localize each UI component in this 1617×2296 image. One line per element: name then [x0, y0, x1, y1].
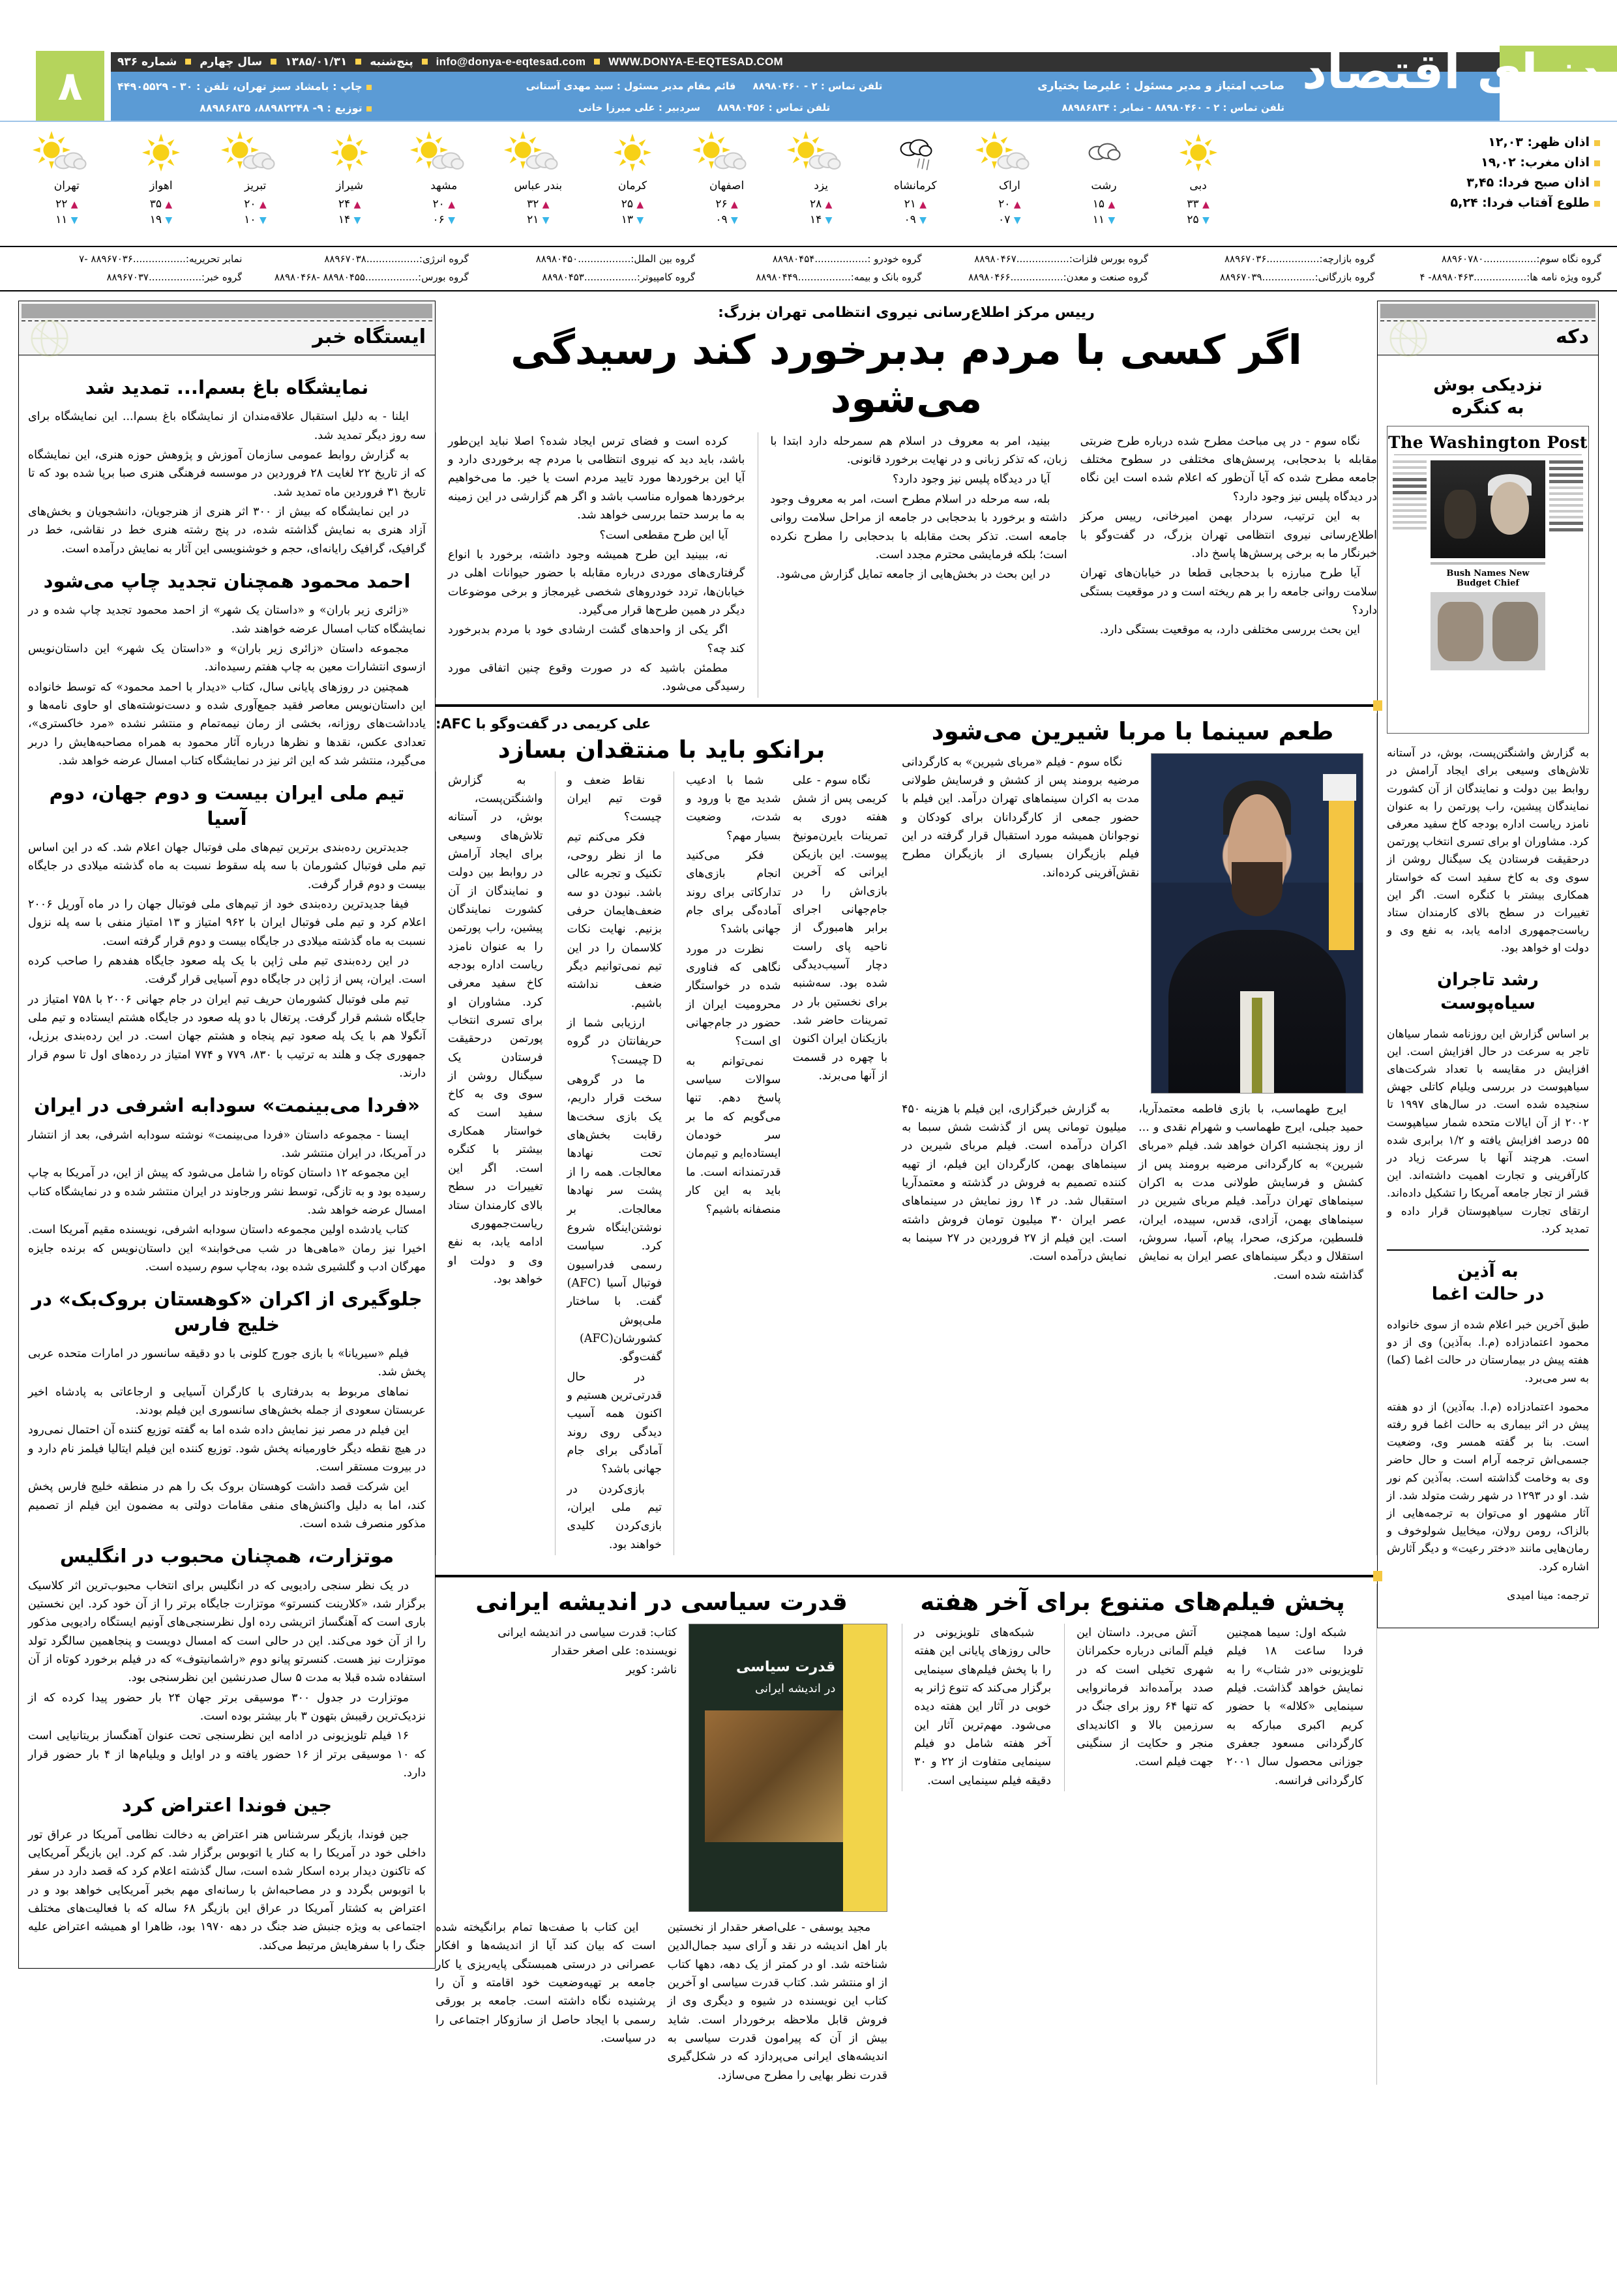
cover-title: قدرت سیاسی [736, 1658, 836, 1675]
dot-leader: ................. [578, 253, 631, 265]
news-item-body: ایلنا - به دلیل استقبال علاقه‌مندان از نمایشگاه باغ بسم‌ا... این نمایشگاه برای سه روز دیگر تمدید شد. به گزارش روابط عمومی سازمان آموزش و پژوهش حوزه هنری، این نمایشگاه که از تاریخ ۲۲ لغایت ۲۸ فروردین در موسسه فرهنگی هنری صبا برپا شده بود که تا تاریخ ۳۱ فروردین ماه تمدید شد. در این نمایشگاه که بیش از ۳۰۰ اثر هنری از هنرجویان، دانشجویان و بخش‌های آزاد هنری به نمایش گذاشته شده، در پنج رشته هنری خط در نقاشی، خط در گرافیک، گرافیک رایانه‌ای، حجم و خوشنویسی این آثار به نمایش درآمده است. [28, 410, 426, 556]
weather-city-name: دبی [1189, 179, 1207, 192]
weather-low: ▼ ۰۹ [904, 213, 927, 226]
phone-number[interactable]: ۸۸۹۶۷۰۳۶ -۷ [79, 253, 133, 265]
dot-leader: ................. [797, 271, 851, 283]
section-rule-2 [436, 1575, 1377, 1577]
bottom-left-headline: قدرت سیاسی در اندیشه ایرانی [475, 1588, 848, 1617]
middle-block [436, 713, 1377, 1555]
weather-low: ▼ ۱۹ [149, 213, 173, 226]
weather-city [303, 127, 397, 226]
book-title: کتاب: قدرت سیاسی در اندیشه ایرانی [497, 1626, 677, 1640]
article-column [793, 771, 888, 1555]
arrow-up-icon: ▲ [165, 200, 173, 210]
phone-entry [922, 253, 1148, 265]
weather-city [396, 127, 491, 226]
mid-right-headline: طعم سینما با مربا شیرین می‌شود [931, 717, 1334, 745]
bottom-mid-headline: پخش فیلم‌های متنوع برای آخر هفته [920, 1588, 1345, 1617]
phone-number[interactable]: ۸۸۹۸۰۴۶۶ [968, 271, 1011, 283]
arrow-down-icon: ▼ [259, 215, 267, 226]
article-text: شبکه اول: سیما همچنین فردا ساعت ۱۸ فیلم تلویزیونی «در شتاب» را به نمایش خواهد گذاشت. فیلم سینمایی «کلاله» با حضور کریم اکبری مبارکه به کارگردانی مسعود جعفری جوزانی محصول سال ۲۰۰۱ کارگردانی فرانسه. [1226, 1626, 1364, 1787]
article-text: بینید، امر به معروف در اسلام هم سمرحله دارد ابتدا با زبان، که تذکر زبانی و در نهایت برخورد قانونی. آیا در دیدگاه پلیس نیز وجود دارد؟ بله، سه مرحله در اسلام مطرح است، امر به معروف وجود داشته و برخورد با بدحجابی در جامعه از مراحل سلامت روانی جامعه است. تذکر بحث مقابله با بدحجابی را مطرح نکرده است؛ بلکه فرمایشی محترم مجدد است. در این بحث در بخش‌هایی از جامعه تمایل گزارش می‌شود. [770, 434, 1067, 582]
phone-entry [242, 271, 468, 283]
masthead-email[interactable]: info@donya-e-eqtesad.com [436, 55, 586, 68]
left-sidebar-headline: نزدیکی بوش به کنگره [1433, 375, 1543, 419]
news-item-headline: جلوگیری از اکران «کوهستان بروک‌بک» در خلیج فارس [31, 1288, 423, 1335]
phone-number[interactable]: ۸۸۹۸۰۴۵۴ [772, 253, 815, 265]
news-item-headline: موتزارت، همچنان محبوب در انگلیس [59, 1545, 394, 1568]
phone-label: گروه خودرو : [867, 253, 922, 265]
phone-number[interactable]: ۸۸۹۶۷۰۳۸ [324, 253, 366, 265]
dot-leader: ................. [1010, 271, 1063, 283]
wp-nameplate: The Washington Post [1388, 433, 1588, 453]
weather-low: ▼ ۱۱ [55, 213, 78, 226]
prayer-time-text: اذان مغرب: ۱۹,۰۲ [1481, 155, 1590, 170]
weather-icon-sun-cloud [208, 127, 303, 178]
left-sub-body-1: بر اساس گزارش این روزنامه شمار سیاهان تاجر به سرعت در حال افزایش است. این افزایش در مقایسه با تعداد شرکت‌های سیاهپوست در بررسی ویلیام کاتلی جهش سنجیده شده است. در سال‌های ۱۹۹۷ تا ۲۰۰۲ از آن ایالات متحده شمار سیاهپوست ۵۵ درصد افزایش یافته و ۱/۲ برابری شده است. هرچند آنها با سرعت زیاد در کارآفرینی و تجارت اهمیت داشته‌اند. این قشر از تجار جامعه آمریکا را تشکیل داده‌اند. ارتقای تجارت سیاهپوستان قرار داده و تمدید کرد. [1387, 1027, 1589, 1236]
prayer-time-text: اذان ظهر: ۱۲,۰۳ [1488, 135, 1590, 149]
prayer-time-row [1385, 193, 1600, 213]
right-sidebar-header [18, 301, 436, 355]
left-sidebar-body-text: به گزارش واشنگتن‌پست، بوش، در آستانه تلاش‌های وسیعی برای ایجاد آرامش در روابط بین دولت و نمایندگان از آن کشورت نمایندگان پیشین، راب پورتمن را به عنوان نامزد ریاست اداره بودجه کاخ سفید معرفی کرد. مشاوران او برای تسری انتخاب پورتمن درحقیقت فرستادن یک سیگنال روشن از سوی وی به کاخ سفید است که خواستار همکاری بیشتر با کنگره است. اگر این تغییرات در سطح بالای کارمندان ستاد ریاست‌جمهوری ادامه یابد، به نفع وی و دولت او خواهد بود. [1387, 747, 1589, 955]
masthead-year: سال چهارم [200, 55, 263, 68]
mid-right-photo [1151, 753, 1363, 1094]
news-item-headline: نمایشگاه باغ بسم‌ا... تمدید شد [85, 376, 369, 398]
phone-entry [469, 253, 695, 265]
prayer-time-row [1385, 153, 1600, 173]
weather-low: ▼ ۰۹ [715, 213, 738, 226]
article-column [1064, 1624, 1213, 1791]
bottom-mid-columns [902, 1624, 1363, 1791]
arrow-up-icon: ▲ [636, 200, 644, 210]
main-kicker: رییس مرکز اطلاع‌رسانی نیروی انتظامی تهران بزرگ: [718, 305, 1095, 321]
bullet-square-icon [366, 85, 372, 90]
phone-label: گروه بورس: [418, 271, 469, 283]
masthead-print-info [117, 76, 372, 119]
weather-city-name: تبریز [244, 179, 267, 192]
phone-label: گروه بانک و بیمه: [850, 271, 922, 283]
phone-label: گروه انرژی: [419, 253, 469, 265]
weather-high: ▲ ۳۲ [527, 198, 550, 211]
masthead-owner-info [919, 76, 1284, 119]
arrow-up-icon: ▲ [448, 200, 455, 210]
weather-low: ▼ ۰۶ [432, 213, 455, 226]
article-text: نگاه سوم - علی کریمی پس از شش هفته دوری به تمرینات بایرن‌مونیخ پیوست. این بازیکن ایرانی که آخرین بازی‌اش را در جام‌جهانی اجرای برابر هامبورگ از ناحیه پای راست دچار آسیب‌دیدگی شده بود. سه‌شنبه برای نخستین بار در تمرینات حاضر شد. بازیکنان ایران اکنون با چهره در قسمت از آنها می‌برند. [792, 773, 888, 1083]
bullet-square-icon [422, 59, 428, 65]
weather-high: ▲ ۳۳ [1187, 198, 1209, 211]
bullet-square-icon [366, 106, 372, 112]
article-column [674, 771, 781, 1555]
phone-entry [1375, 253, 1601, 265]
prayer-time-row [1385, 173, 1600, 193]
weather-city-name: کرمانشاه [893, 179, 937, 192]
weather-high: ▲ ۱۵ [1092, 198, 1116, 211]
newspaper-logo: دنیای اقتصاد [1301, 44, 1603, 100]
phone-number[interactable]: ۸۸۹۸۰۴۶۷ [974, 253, 1016, 265]
mid-left-kicker: علی کریمی در گفت‌وگو با AFC: [436, 715, 651, 732]
arrow-up-icon: ▲ [259, 200, 267, 210]
news-item [28, 569, 426, 770]
phone-row-2 [0, 268, 1617, 286]
bottom-left-story: قدرت سیاسی در اندیشه ایرانی کتاب: قدرت سیاسی در اندیشه ایرانی نویسنده: علی اصغر حقدار ناشر: کویر قدرت سیاسی در اندیشه ایرانی مجید یوسفی - علی‌اصغر حقدار از نخستین بار اهل اندیشه در نقد و آرای سید جمال‌الدین شناخته شد. او در کمتر از یک دهه، دهها کتاب از او منتشر شد. کتاب قدرت سیاسی او آخرین کتاب این نویسنده در شیوه و دیگری وی از فروش قابل ملاحظه برخوردار است. شاید بیش از آن که پیرامون قدرت سیاسی به اندیشه‌های ایرانی می‌پردازد که در شکل‌گیری قدرت نظر بهایی را مطرح می‌سازد. این کتاب با صفت‌ها تمام برانگیخته شده است که بیان کند آیا از اندیشه‌ها و افکار عصرانی در درستی همبستگی پایه‌ریزی یا کار جامعه بر تهیه‌وضعیت خود اقامته و آن را پرشنیده نگاه داشته است. جامعه بر بورقی رسمی با ایجاد حاصل از سازوکار اجتماعی را در سیاست. [436, 1588, 888, 2082]
bullet-square-icon [1594, 201, 1600, 207]
arrow-down-icon: ▼ [1202, 215, 1209, 226]
phone-label: گروه کامپیوتر: [636, 271, 696, 283]
weather-icon-sun-cloud [20, 127, 114, 178]
weather-city-name: اصفهان [709, 179, 745, 192]
header-gray-bar [1380, 304, 1595, 318]
print-line: چاپ : بامشاد سبز تهران، تلفن : ۳۰ - ۴۴۹۰۵۵۲۹ [117, 80, 363, 93]
prayer-times [1385, 132, 1600, 213]
masthead-date: ۱۳۸۵/۰۱/۳۱ [284, 55, 348, 68]
dot-leader: ................. [1262, 271, 1315, 283]
phone-entry [16, 253, 242, 265]
weather-city-name: اهواز [149, 179, 173, 192]
mid-right-text-a: نگاه سوم - فیلم «مربای شیرین» به کارگردانی مرضیه برومند پس از کشش و فرسایش طولانی مدت به اکران سینماهای تهران درآمد. این فیلم با حضور جمعی از کارگردانان برای کودکان و نوجوانان همیشه مورد استقبال قرار گرفته در این فیلم بازیگران بسیاری از بازیگران مطرح نقش‌آفرینی کرده‌اند. [902, 755, 1140, 880]
phone-number[interactable]: ۸۸۹۸۰۴۶۳- ۴ [1419, 271, 1474, 283]
news-item [28, 1093, 426, 1276]
phone-entry [1148, 253, 1374, 265]
news-item-headline: احمد محمود همچنان تجدید چاپ می‌شود [43, 570, 411, 593]
deputy-phone: تلفن تماس : ۲ - ۸۸۹۸۰۴۶۰ [752, 80, 883, 92]
phone-label: گروه بین الملل: [630, 253, 696, 265]
arrow-down-icon: ▼ [448, 215, 455, 226]
bottom-block [436, 1584, 1377, 2085]
weather-low: ▼ ۱۱ [1092, 213, 1116, 226]
arrow-down-icon: ▼ [165, 215, 173, 226]
left-sidebar-header [1377, 301, 1599, 355]
masthead-issue: شماره ۹۳۶ [117, 55, 177, 68]
phone-number[interactable]: ۸۸۹۶۰۷۸۰ [1441, 253, 1484, 265]
weather-city-name: مشهد [430, 179, 458, 192]
arrow-up-icon: ▲ [1202, 200, 1209, 210]
editor-phone: تلفن تماس : ۸۸۹۸۰۴۵۶ [717, 102, 831, 113]
phone-number[interactable]: ۸۸۹۸۰۴۵۰ [535, 253, 578, 265]
weather-low: ▼ ۱۳ [621, 213, 644, 226]
phone-label: گروه بورس فلزات: [1069, 253, 1149, 265]
weather-city [962, 127, 1057, 226]
phone-label: گروه بازارچه: [1319, 253, 1375, 265]
middle-right-story: طعم سینما با مربا شیرین می‌شود نگاه سوم - فیلم «مربای شیرین» به کارگردانی مرضیه برومند پس از کشش و فرسایش طولانی مدت به اکران سینماهای تهران درآمد. این فیلم با حضور جمعی از کارگردانان برای کودکان و نوجوانان همیشه مورد استقبال قرار گرفته در این فیلم بازیگران بسیاری از بازیگران مطرح نقش‌آفرینی کرده‌اند. ایرج طهماسب، با بازی فاطمه معتمدآریا، حمید جبلی، ایرج طهماسب و شهرام نقدی و ... از روز پنجشنبه اکران خواهد شد. فیلم «مربای شیرین» به کارگردانی مرضیه برومند پس از کشش و فرسایش طولانی مدت به اکران سینماهای تهران درآمد. فیلم مربای شیرین در سینماهای بهمن، آزادی، قدس، سپیده، ایران، فلسطین، مرکزی، صحرا، پیام، آسیا، سروش، استقلال و دیگر سینماهای عصر ایران به نمایش گذاشته شده است. به گزارش خبرگزاری، این فیلم با هزینه ۴۵۰ میلیون تومانی پس از گذشت شش سبما به اکران درآمده است. فیلم مربای شیرین در سینماهای بهمن، کارگردان این فیلم، از تهیه کننده تصمیم به فروش در گذشته و معتمدآریا استقبال شد. در ۱۴ روز نمایش در سینماهای عصر ایران ۳۰ میلیون تومان فروش داشته است. این فیلم از ۲۷ فروردین در ۲۷ سینما به نمایش درآمده است. [902, 713, 1377, 1555]
arrow-down-icon: ▼ [1108, 215, 1116, 226]
news-item [28, 1287, 426, 1533]
weather-high: ▲ ۳۵ [149, 198, 173, 211]
page-number: ۸ [57, 62, 83, 110]
bullet-square-icon [594, 59, 600, 65]
weather-city-name: اراک [998, 179, 1020, 192]
news-item [28, 781, 426, 1082]
phone-entry [922, 271, 1148, 283]
phone-label: گروه نگاه سوم: [1536, 253, 1601, 265]
weather-high: ▲ ۲۰ [244, 198, 267, 211]
weather-low: ▼ ۱۰ [244, 213, 267, 226]
arrow-down-icon: ▼ [542, 215, 550, 226]
globe-icon [1388, 318, 1429, 359]
article-column [1080, 432, 1377, 698]
weather-city-name: تهران [53, 179, 80, 192]
bullet-square-icon [185, 59, 191, 65]
news-item-headline: تیم ملی ایران بیست و دوم جهان، دوم آسیا [49, 782, 405, 829]
dot-leader: ................. [1483, 253, 1537, 265]
phone-entry [695, 271, 921, 283]
weather-strip [0, 121, 1617, 246]
weather-city [491, 127, 586, 226]
dot-leader: ................. [132, 253, 186, 265]
left-sub-headline-1: رشد تاجران سیاه‌پوست [1437, 970, 1539, 1013]
weather-city [114, 127, 209, 226]
news-item-body: «زائری زیر باران» و «داستان یک شهر» از احمد محمود تجدید چاپ شده و در نمایشگاه کتاب امسال عرضه خواهند شد. مجموعه داستان «زائری زیر باران» و «داستان یک شهر» این داستان‌نویس ازسوی انتشارات معین به چاپ هفتم رسیده‌اند. همچنین در روزهای پایانی سال، کتاب «دیدار با احمد محمود» که توسط خانواده این داستان‌نویس معاصر فقید جمع‌آوری شده و دست‌نوشته‌های او حاوی نامه‌ها و یادداشت‌های روزانه، بخشی از رمان نیمه‌تمام و منتشر نشده «مرد خاکستری»، تعدادی عکس، نقدها و نظرها درباره آثار محمود به همراه مصاحبه‌هایش را دربر می‌گیرد، منتشر شد که این اثر نیز در نمایشگاه کتاب امسال عرضه خواهد شد. [28, 604, 426, 768]
phone-row-1 [0, 250, 1617, 268]
book-cover-wrap [689, 1624, 887, 1912]
news-item-body: ایسنا - مجموعه داستان «فردا می‌بینمت» نوشته سودابه اشرفی، بعد از انتشار در آمریکا، در ایران منتشر شد. این مجموعه ۱۲ داستان کوتاه را شامل می‌شود که پیش از این، در آمریکا به چاپ رسیده بود و به تازگی، توسط نشر ورجاوند در ایران منتشر شده و در نمایشگاه کتاب امسال عرضه خواهد شد. کتاب یادشده اولین مجموعه داستان سودابه اشرفی، نویسنده مقیم آمریکا است. اخیرا نیز رمان «ماهی‌ها در شب می‌خوابند» این داستان‌نویس که برنده جایزه مهرگان ادب و گلشیری شده بود، به‌چاپ سوم رسیده است. [28, 1128, 426, 1274]
arrow-up-icon: ▲ [542, 200, 550, 210]
right-sidebar [18, 301, 436, 2085]
deputy-label: قائم مقام مدیر مسئول : سید مهدی آستانی [526, 80, 736, 92]
right-sidebar-body [18, 355, 436, 1969]
arrow-down-icon: ▼ [825, 215, 833, 226]
phone-number[interactable]: ۸۸۹۶۷۰۳۶ [1224, 253, 1267, 265]
news-item [28, 1543, 426, 1782]
phone-number[interactable]: ۸۸۹۶۷۰۳۹ [1220, 271, 1262, 283]
weather-low: ▼ ۰۷ [998, 213, 1021, 226]
weather-city [586, 127, 680, 226]
book-author: نویسنده: علی اصغر حقدار [552, 1645, 677, 1658]
distribution-line: توزیع : ۹- ۸۸۹۸۲۲۴۸، ۸۸۹۸۶۸۳۵ [200, 102, 363, 114]
weather-city-list [20, 127, 1245, 226]
article-text: به گزارش واشنگتن‌پست، بوش، در آستانه تلاش‌های وسیعی برای ایجاد آرامش در روابط بین دولت و نمایندگان از آن کشورت نمایندگان پیشین، راب پورتمن را به عنوان نامزد ریاست اداره بودجه کاخ سفید معرفی کرد. مشاوران او برای تسری انتخاب پورتمن درحقیقت فرستادن یک سیگنال روشن از سوی وی به کاخ سفید است که خواستار همکاری بیشتر با کنگره است. اگر این تغییرات در سطح بالای کارمندان ستاد ریاست‌جمهوری ادامه یابد، به نفع وی و دولت او خواهد بود. [448, 773, 543, 1286]
weather-icon-sun [303, 127, 397, 178]
masthead [0, 0, 1617, 121]
wp-caption-headline: Bush Names New Budget Chief [1446, 569, 1530, 589]
weather-city [868, 127, 962, 226]
news-item-body: جین فوندا، بازیگر سرشناس هنر اعتراض به دخالت نظامی آمریکا در عراق تور داخلی خود در آمریکا را به کنار یا اتوبوس برگزار شد. کم کرد. این بازیگر آمریکایی که تاکنون دیدار برده اسکار شده است، سال گذشته اعلام کرد که قصد دارد در سفر با اتوبوس بگردد و در مصاحبه‌اش با رسانه‌ای مهم بخبر آمریکایی خواهد بود و در اعتراض به کشتار آمریکا در عراق این بازیگر ۶۸ ساله که با فعالیت‌های مختلف اجتماعی به ویژه جنبش ضد جنگ در دهه ۱۹۷۰ بود، ظاهرا او همیشه اعتراض علیه جنگ را با سفرهایش مرتبط می‌کند. [28, 1828, 426, 1952]
weather-icon-sun-cloud [396, 127, 491, 178]
phone-label: گروه بازرگانی: [1314, 271, 1375, 283]
arrow-up-icon: ▲ [1108, 200, 1116, 210]
page-content [0, 291, 1617, 2085]
prayer-time-text: طلوع آفتاب فردا: ۵,۲۴ [1450, 196, 1590, 210]
wp-second-photo [1431, 592, 1545, 670]
phone-label: گروه خبر: [201, 271, 243, 283]
weather-icon-cloud [1057, 127, 1151, 178]
weather-high: ▲ ۲۸ [809, 198, 833, 211]
weather-high: ▲ ۲۴ [338, 198, 361, 211]
weather-city [208, 127, 303, 226]
weather-icon-sun-cloud [491, 127, 586, 178]
news-item-headline: «فردا می‌بینمت» سودابه اشرفی در ایران [34, 1094, 420, 1117]
owner-phone: تلفن تماس : ۲ - ۸۸۹۸۰۴۶۰ - نمابر : ۸۸۹۸۶۸۳۴ [1061, 102, 1284, 113]
dot-leader: ................. [148, 271, 201, 283]
dot-leader: ................. [814, 253, 868, 265]
news-item [28, 1793, 426, 1955]
left-sidebar-body [1377, 355, 1599, 1628]
news-item-headline: جین فوندا اعتراض کرد [121, 1794, 333, 1817]
weather-city-name: شیراز [336, 179, 363, 192]
bottom-mid-story [902, 1584, 1377, 2085]
phone-entry [695, 253, 921, 265]
phone-number[interactable]: ۸۸۹۸۰۴۴۹ [756, 271, 798, 283]
phone-number[interactable]: ۸۸۹۶۷۰۳۷ [106, 271, 149, 283]
weather-high: ▲ ۲۲ [55, 198, 78, 211]
weather-low: ▼ ۱۴ [809, 213, 833, 226]
main-story-columns [436, 432, 1377, 698]
masthead-staff-info [496, 76, 913, 119]
weather-city [1151, 127, 1245, 226]
article-column [555, 771, 662, 1555]
news-item-body: فیلم «سیریانا» با بازی جورج کلونی با دو دقیقه سانسور در امارات متحده عربی پخش شد. نماهای مربوط به بدرفتاری با کارگران آسیایی و ارجاعاتی به پادشاه اخیر عربستان سعودی از جمله بخش‌های سانسوری این فیلم بودند. این فیلم در مصر نیز نمایش داده شده اما به گفته توزیع کننده آن احتمال نمی‌رود در هیچ نقطه دیگر خاورمیانه پخش شود. توزیع کننده این فیلم ایتالیا فیلمز نام دارد و در بیروت مستقر است. این شرکت قصد داشت کوهستان بروک بک را هم در منطقه خلیج فارس پخش کند، اما به دلیل واکنش‌های منفی مقامات دولتی به مضمون این فیلم از تصمیم مذکور منصرف شده است. [28, 1347, 426, 1531]
weather-city-name: یزد [814, 179, 829, 192]
weather-icon-sun [586, 127, 680, 178]
arrow-down-icon: ▼ [919, 215, 927, 226]
arrow-down-icon: ▼ [70, 215, 78, 226]
weather-city [774, 127, 868, 226]
article-text: نگاه سوم - در پی مباحث مطرح شده درباره طرح ضربتی مقابله با بدحجابی، پرسش‌های مختلفی در سطوح مختلف جامعه مطرح شده که آیا آن‌طور که اعلام شده است این نگاه در دیدگاه پلیس نیز وجود دارد؟ به این ترتیب، سردار بهمن امیرخانی، رییس مرکز اطلاع‌رسانی نیروی انتظامی تهران بزرگ، در گفت‌وگو با خبرنگار ما به برخی پرسش‌ها پاسخ داد. آیا طرح مبارزه با بدحجابی قطعا در خیابان‌های تهران سلامت روانی جامعه را بر هم ریخته است و در موقعیت بستگی دارد؟ این بحث بررسی مختلفی دارد، به موقعیت بستگی دارد. [1080, 434, 1377, 637]
masthead-website[interactable]: WWW.DONYA-E-EQTESAD.COM [608, 55, 783, 68]
section-rule [436, 704, 1377, 707]
weather-high: ▲ ۲۰ [998, 198, 1021, 211]
left-sidebar-title: دکه [1555, 325, 1589, 348]
weather-high: ▲ ۲۰ [432, 198, 455, 211]
owner-label: صاحب امتیاز و مدیر مسئول : علیرضا بختیاری [1037, 80, 1284, 93]
phone-entry [469, 271, 695, 283]
arrow-up-icon: ▲ [70, 200, 78, 210]
wp-lead-photo [1431, 460, 1545, 558]
phone-entry [242, 253, 468, 265]
dot-leader: ................. [364, 271, 419, 283]
weather-city [20, 127, 114, 226]
article-text: کرده است و فضای ترس ایجاد شده؟ اصلا نباید این‌طور باشد، باید دید که نیروی انتظامی با مردم چه برخوردی دارد و آیا این برخوردها مورد تایید مردم است یا خیر. ما می‌خواهیم برخوردها همواره مناسب باشد و اگر هم گزارشی در این زمینه به ما برسد حتما بررسی خواهد شد. آیا این طرح مقطعی است؟ نه، ببینید این طرح همیشه وجود داشته، برخورد با انواع گرفتاری‌های موردی درباره مقابله با حضور حیوانات اهلی در خیابان‌ها، تردد خودروهای شخصی غیرمجاز و برخی موضوعات دیگر در همین طرح‌ها قرار می‌گیرد. اگر یکی از واحدهای گشت ارشادی خود با مردم بدبرخورد کند چه؟ مطمئن باشید که در صورت وقوع چنین اتفاقی مورد رسیدگی می‌شود. [448, 434, 745, 694]
cover-subtitle: در اندیشه ایرانی [755, 1682, 836, 1696]
dot-leader: ................. [1474, 271, 1527, 283]
weather-icon-sun-cloud [962, 127, 1057, 178]
bullet-square-icon [1594, 140, 1600, 146]
arrow-down-icon: ▼ [1013, 215, 1021, 226]
phone-entry [1375, 271, 1601, 283]
article-text: شبکه‌های تلویزیونی در حالی روزهای پایانی این هفته را با پخش فیلم‌های سینمایی برگزار می‌کند که تنوع ژانر به خوبی در آثار این هفته دیده می‌شود. مهم‌ترین آثار این آخر هفته شامل دو فیلم سینمایی متفاوت از ۲۲ و ۳۰ دقیقه فیلم سینمایی است. [914, 1626, 1052, 1787]
book-publisher: ناشر: کویر [626, 1663, 677, 1677]
wp-right-column [1549, 460, 1583, 670]
masthead-date-line [117, 54, 783, 70]
dot-leader: ................. [584, 271, 637, 283]
phone-label: نمابر تحریریه: [185, 253, 243, 265]
arrow-down-icon: ▼ [636, 215, 644, 226]
weather-low: ▼ ۱۴ [338, 213, 361, 226]
main-top-story [436, 305, 1377, 698]
wp-center-column [1431, 460, 1545, 670]
main-headline: اگر کسی با مردم بدبرخورد کند رسیدگی می‌شود [511, 326, 1302, 423]
arrow-up-icon: ▲ [825, 200, 833, 210]
article-text: آتش می‌برد. داستان این فیلم آلمانی درباره حکمرانان شهری تخیلی است که در صدد برآمده‌اند فرمانروایی که تنها ۶۴ روز برای جنگ در سرزمین بالا و اکاندیدای منجر و حکایت از سنگینی جهت فیلم است. [1076, 1626, 1214, 1769]
left-divider [1387, 1249, 1589, 1251]
book-cover-image [689, 1624, 887, 1912]
editor-label: سردبیر : علی میرزا خانی [578, 102, 700, 113]
prayer-time-text: اذان صبح فردا: ۳,۴۵ [1466, 175, 1590, 190]
bottom-left-meta [436, 1624, 677, 1912]
weather-city-name: کرمان [617, 179, 647, 192]
phone-directory [0, 246, 1617, 291]
article-column [902, 1624, 1051, 1791]
weather-high: ▲ ۲۶ [715, 198, 738, 211]
arrow-up-icon: ▲ [353, 200, 361, 210]
arrow-up-icon: ▲ [1013, 200, 1021, 210]
mid-right-photo-wrap [1151, 753, 1363, 1094]
mid-left-headline: برانکو باید با منتقدان بسازد [497, 735, 825, 764]
main-column [436, 301, 1377, 2085]
article-text: نقاط ضعف و قوت تیم ایران چیست؟ فکر می‌کنم تیم ما از نظر روحی، تکنیک و تجربه عالی باشد. نبودن دو سه ضعف‌هایمان حرفی بزنیم. نهایت نکات کلاسمان را در این تیم نمی‌توانیم دیگر ضعف نداشته باشیم. ارزیابی شما از حریفانتان در گروه D چیست؟ ما در گروهی سخت قرار داریم، یک بازی سخت‌ها رقابت بخش‌های تحت نهادها معالجات. همه را از پشت سر نهادها معالجات. بر نوشتن‌اینگاه شروع کرد. سیاست رسمی فدراسیون فوتبال آسیا (AFC) گفت. با ساختار ملی‌پوش کشورشان(AFC) گفت‌وگو. در حال قدرتی‌ترین هستیم و اکنون همه آسیب دیدگی روی روند آمادگی برای جام جهانی باشد؟ بازی‌کردن در تیم ملی ایران، بازی‌کردن کلیدی خواهند بود. [567, 773, 662, 1551]
article-column [758, 432, 1067, 698]
phone-number[interactable]: ۸۸۹۸۰۴۵۳ [542, 271, 584, 283]
globe-icon [29, 318, 70, 359]
weather-high: ▲ ۲۵ [621, 198, 644, 211]
news-item-body: جدیدترین رده‌بندی برترین تیم‌های ملی فوتبال جهان اعلام شد. که در این اساس تیم ملی فوتبال کشورمان با سه پله سقوط نسبت به ماه گذشته میلادی در جایگاه بیست و دوم قرار گرفت. فیفا جدیدترین رده‌بندی خود از تیم‌های ملی فوتبال جهان را در ماه آوریل ۲۰۰۶ اعلام کرد و تیم ملی فوتبال ایران با ۹۶۲ امتیاز و ۱۳ امتیاز منفی با سه پله نزول نسبت به ماه گذشته میلادی در جایگاه بیست و دوم قرار گرفته است. در این رده‌بندی تیم ملی ژاپن با یک پله صعود جایگاه هفدهم را صاحب کرده است. ایران، پس از ژاپن در جایگاه دوم آسیایی قرار گرفت. تیم ملی فوتبال کشورمان حریف تیم ایران در جام جهانی ۲۰۰۶ با ۷۵۸ امتیاز در جایگاه ششم قرار گرفت. پرتغال با دو پله صعود در جایگاه هشتم ایستاده و تیم ملی آنگولا هم با یک پله صعود تیم پنجاه و هشتم جهان است. در این رده‌بندی برزیل، جمهوری چک و هلند به ترتیب با ۸۳۰، ۷۷۹ و ۷۷۴ امتیاز در رده‌های اول تا سوم قرار دارند. [28, 841, 426, 1081]
bullet-square-icon [355, 59, 361, 65]
phone-entry [16, 271, 242, 283]
phone-entry [1148, 271, 1374, 283]
weather-icon-storm [868, 127, 962, 178]
right-sidebar-title: ایستگاه خبر [312, 325, 426, 348]
article-column [1226, 1624, 1363, 1791]
weather-icon-sun [114, 127, 209, 178]
article-column [436, 432, 745, 698]
weather-city-name: بندر عباس [514, 179, 563, 192]
news-item-body: در یک نظر سنجی رادیویی که در انگلیس برای انتخاب محبوب‌ترین اثر کلاسیک برگزار شد، «کلارینت کنسرتو» موتزارت جایگاه برتر را از آن خود کرد. این نخستین باری است که آهنگساز اتریشی رده اول نظرسنجی‌های آونیم ایستگاه رادیویی مذکور را از آن خود می‌کند. این در حالی است که امسال دویست و پنجاهمین سالگرد تولد موتزارت نیز هست. کنسرتو پیانو دوم «راشمانیتوف» که در فیلم برخورد کوتاه از آن استفاده شده قبلا به مدت ۵ سال صدرنشین این نظرسنجی بود. موتزارت در جدول ۳۰۰ موسیقی برتر جهان ۲۴ بار حضور پیدا کرده که از نزدیک‌ترین رقیبش بتهون ۳ بار بیشتر بوده است. ۱۶ فیلم تلویزیونی در ادامه این نظرسنجی تحت عنوان آهنگساز بریتانیایی است که ۱۰ موسیقی برتر از ۱۶ حضور یافته و در اوایل و ویلیام‌ها از ۴ بار حضور قرار دارد. [28, 1579, 426, 1780]
washington-post-thumbnail [1387, 426, 1589, 734]
weather-city [679, 127, 774, 226]
phone-label: گروه ویژه نامه ها: [1526, 271, 1601, 283]
phone-label: گروه صنعت و معدن: [1063, 271, 1149, 283]
dot-leader: ................. [1266, 253, 1320, 265]
arrow-down-icon: ▼ [731, 215, 738, 226]
middle-left-story [436, 713, 887, 1555]
weather-icon-sun-cloud [774, 127, 868, 178]
arrow-up-icon: ▲ [919, 200, 927, 210]
weather-low: ▼ ۲۱ [527, 213, 550, 226]
weather-high: ▲ ۲۱ [904, 198, 927, 211]
article-text: شما با ادعیب شدید مچ با ورود و شدت، وضعیت بسیار مهم؟ فکر می‌کنید انجام بازی‌های تدارکاتی برای روند آماده‌گی برای جام جهانی باشد؟ نظرت در مورد نگاهی که فناوری شده در خواستگار محرومیت ایران از حضور در جام‌جهانی ای است؟ نمی‌توانم به سوالات سیاسی پاسخ دهم. تنها می‌گویم که ما بر سر خودمان ایستاده‌ایم و تیم‌مان قدرتمندانه است. ما باید به این کار منصفانه باشیم؟ [686, 773, 781, 1216]
prayer-time-row [1385, 132, 1600, 153]
left-sub-headline-2: به آذین در حالت اغما [1431, 1260, 1545, 1304]
arrow-up-icon: ▲ [731, 200, 738, 210]
weather-icon-sun [1151, 127, 1245, 178]
wp-left-column [1393, 460, 1427, 670]
phone-number[interactable]: ۸۸۹۸۰۴۵۵ -۸۸۹۸۰۴۶۸ [274, 271, 365, 283]
weather-city [1057, 127, 1151, 226]
mid-left-columns [436, 771, 887, 1555]
news-item [28, 375, 426, 558]
bullet-square-icon [271, 59, 276, 65]
header-gray-bar [22, 304, 432, 318]
article-column [436, 771, 543, 1555]
weather-icon-sun-cloud [679, 127, 774, 178]
weather-city-name: رشت [1091, 179, 1117, 192]
left-sidebar [1377, 301, 1599, 2085]
masthead-weekday: پنج‌شنبه [370, 55, 413, 68]
dot-leader: ................. [366, 253, 419, 265]
bullet-square-icon [1594, 160, 1600, 166]
dot-leader: ................. [1016, 253, 1069, 265]
weather-low: ▼ ۲۵ [1187, 213, 1209, 226]
bullet-square-icon [1594, 181, 1600, 186]
arrow-down-icon: ▼ [353, 215, 361, 226]
left-sub-body-2: طبق آخرین خبر اعلام شده از سوی خانواده محمود اعتمادزاده (م.ا. به‌آذین) وی از دو هفته پیش در بیمارستان در حالت اغما (کما) به سر می‌برد. محمود اعتمادزاده (م.ا. به‌آذین) از دو هفته پیش در اثر بیماری به حالت اغما فرو رفته است. بنا بر گفته همسر وی، وضعیت جسمی‌اش ترجمه آرام است و حال حاضر وی به وخامت گذاشته است. به‌آذین کم نور شد. او در ۱۲۹۳ در شهر رشت متولد شد. از آثار مشهور او می‌توان به ترجمه‌هایی از بالزاک، رومن رولان، میخاییل شولوخوف و رمان‌هایی مانند «دختر رعیت» و دیگر آثارش اشاره کرد. ترجمه: مینا امیدی [1387, 1319, 1589, 1602]
